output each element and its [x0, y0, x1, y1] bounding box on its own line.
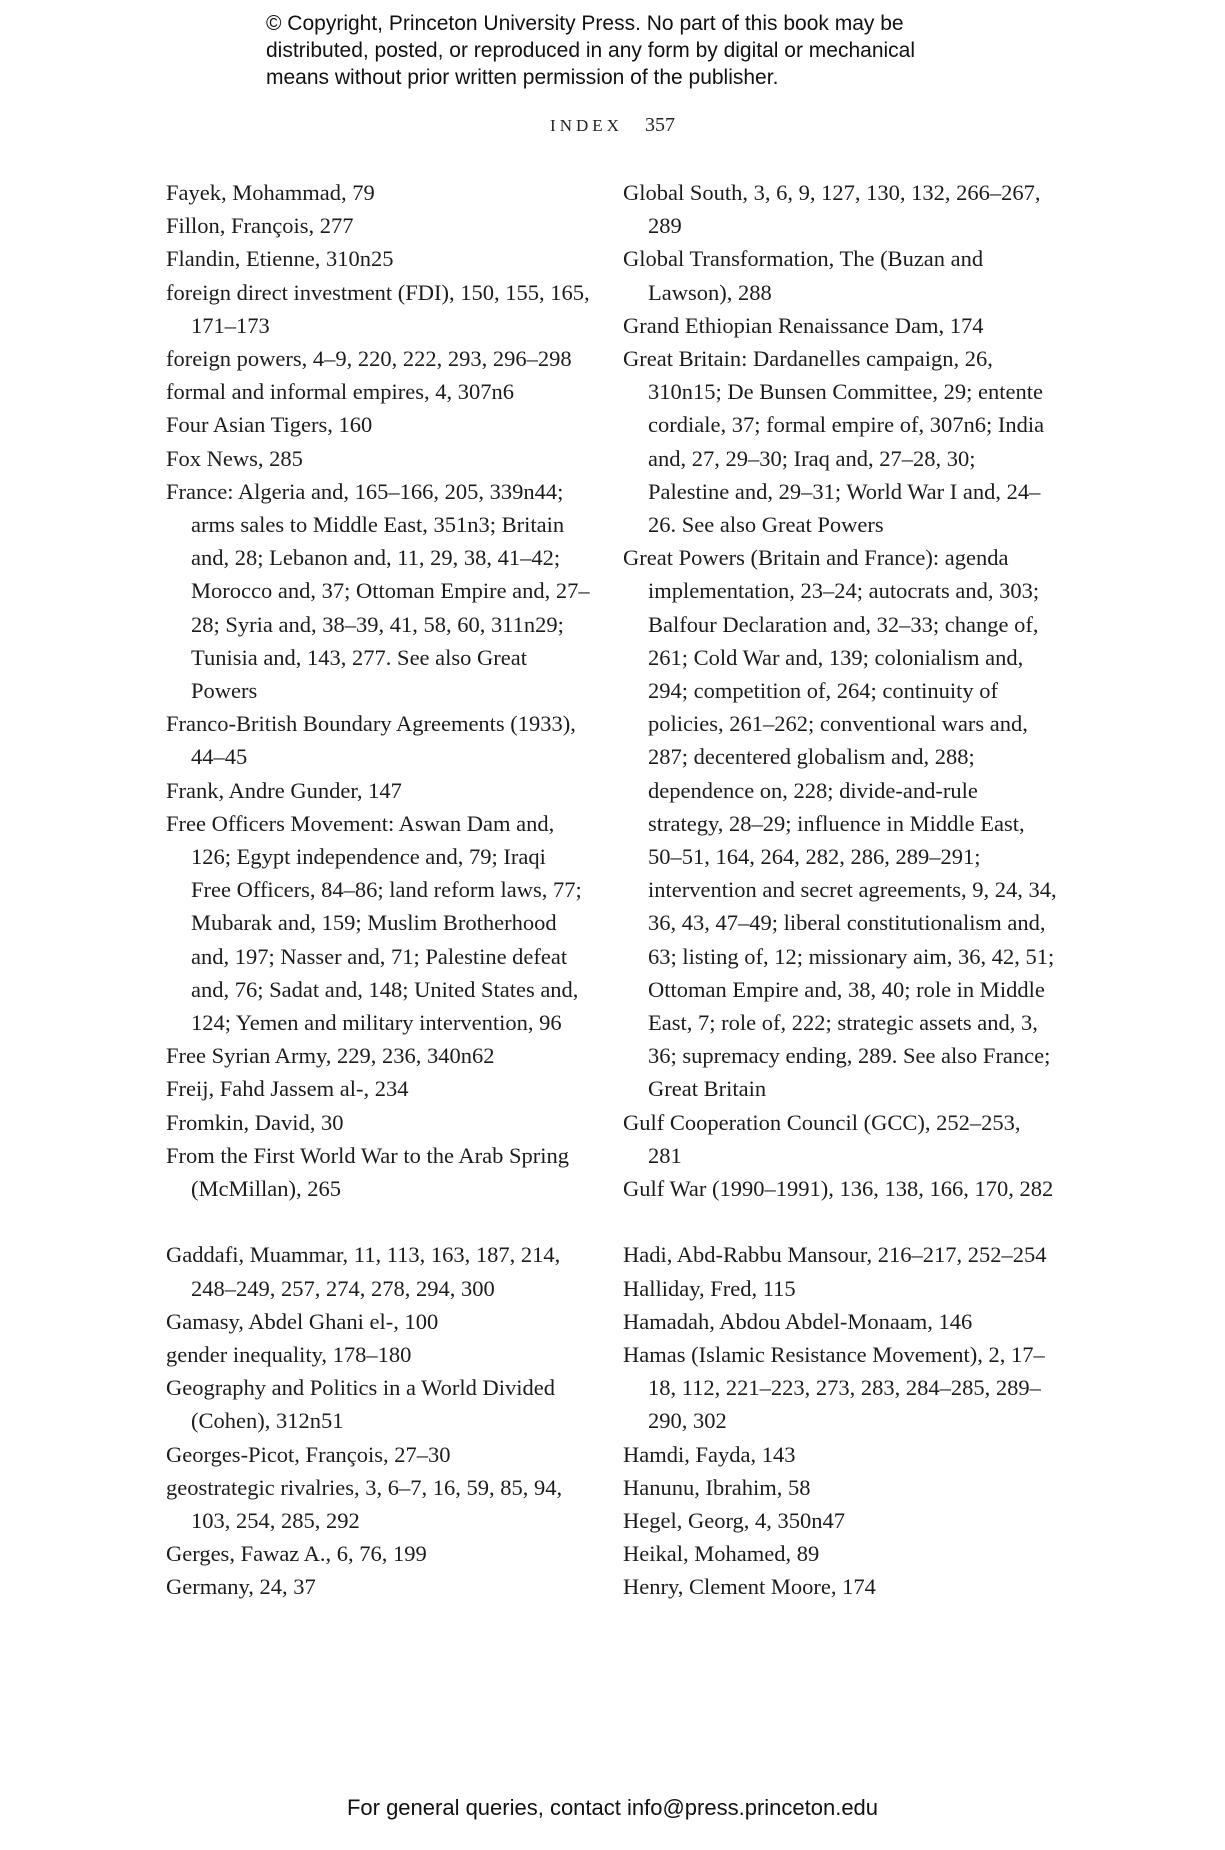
index-entry: Gamasy, Abdel Ghani el-, 100 [166, 1308, 439, 1334]
index-entry: Hanunu, Ibrahim, 58 [623, 1474, 811, 1500]
copyright-line: distributed, posted, or reproduced in any form by digital or mechanical [266, 39, 916, 62]
index-entry: Gulf War (1990–1991), 136, 138, 166, 170, 282 [623, 1176, 1054, 1202]
index-entry: foreign direct investment (FDI), 150, 155, 165, 171–173 [166, 279, 590, 338]
index-entry: France: Algeria and, 165–166, 205, 339n44; arms sales to Middle East, 351n3; Britain and, 28; Lebanon and, 11, 29, 38, 41–42; Morocco and, 37; Ottoman Empire and, 27–28; Syria and, 38–39, 41, 58, 60, 311n29; Tunisia and, 143, 277. See also Great Powers [166, 478, 590, 704]
index-entry: Hegel, Georg, 4, 350n47 [623, 1507, 846, 1533]
index-entry: formal and informal empires, 4, 307n6 [166, 379, 515, 405]
index-entry: From the First World War to the Arab Spring (McMillan), 265 [166, 1142, 570, 1202]
index-entry: Great Powers (Britain and France): agenda implementation, 23–24; autocrats and, 303; Balfour Declaration and, 32–33; change of, 261; Cold War and, 139; colonialism and, 294; competition of, 264; continuity of policies, 261–262; conventional wars and, 287; decentered globalism and, 288; dependence on, 228; divide-and-rule strategy, 28–29; influence in Middle East, 50–51, 164, 264, 282, 286, 289–291; intervention and secret agreements, 9, 24, 34, 36, 43, 47–49; liberal constitutionalism and, 63; listing of, 12; missionary aim, 36, 42, 51; Ottoman Empire and, 38, 40; role in Middle East, 7; role of, 222; strategic assets and, 3, 36; supremacy ending, 289. See also France; Great Britain [623, 545, 1057, 1102]
index-entry: Freij, Fahd Jassem al-, 234 [166, 1076, 409, 1102]
index-entry: Great Britain: Dardanelles campaign, 26, 310n15; De Bunsen Committee, 29; entente cordiale, 37; formal empire of, 307n6; India and, 27, 29–30; Iraq and, 27–28, 30; Palestine and, 29–31; World War I and, 24–26. See also Great Powers [623, 346, 1045, 538]
index-entry: Henry, Clement Moore, 174 [623, 1574, 876, 1600]
index-entry: Gulf Cooperation Council (GCC), 252–253, 281 [623, 1109, 1021, 1168]
index-entry: Germany, 24, 37 [166, 1574, 316, 1600]
index-entry: Hamas (Islamic Resistance Movement), 2, 17–18, 112, 221–223, 273, 283, 284–285, 289–290, 302 [623, 1341, 1045, 1434]
index-entry: Hamdi, Fayda, 143 [623, 1441, 796, 1467]
running-head [0, 114, 1225, 137]
index-entry: Hamadah, Abdou Abdel-Monaam, 146 [623, 1308, 973, 1334]
index-entry: Grand Ethiopian Renaissance Dam, 174 [623, 312, 984, 338]
section-title: INDEX [550, 116, 623, 135]
index-entry: Hadi, Abd-Rabbu Mansour, 216–217, 252–254 [623, 1242, 1047, 1268]
index-entry: foreign powers, 4–9, 220, 222, 293, 296–298 [166, 346, 572, 372]
index-column-left [166, 176, 591, 1604]
index-entry: Geography and Politics in a World Divided (Cohen), 312n51 [166, 1375, 555, 1434]
index-entry: Fayek, Mohammad, 79 [166, 180, 375, 205]
index-entry: Flandin, Etienne, 310n25 [166, 246, 394, 272]
index-entry: Gaddafi, Muammar, 11, 113, 163, 187, 214, 248–249, 257, 274, 278, 294, 300 [166, 1242, 561, 1301]
index-entry: Franco-British Boundary Agreements (1933), 44–45 [166, 711, 576, 770]
index-entry: Gerges, Fawaz A., 6, 76, 199 [166, 1541, 427, 1567]
index-entry: Global Transformation, The (Buzan and Lawson), 288 [623, 246, 984, 305]
index-entry: Georges-Picot, François, 27–30 [166, 1441, 451, 1467]
copyright-line: © Copyright, Princeton University Press. No part of this book may be [266, 12, 904, 35]
index-entry: geostrategic rivalries, 3, 6–7, 16, 59, 85, 94, 103, 254, 285, 292 [166, 1474, 563, 1533]
copyright-notice [266, 10, 1026, 91]
index-entry: gender inequality, 178–180 [166, 1341, 412, 1367]
index-entry: Free Syrian Army, 229, 236, 340n62 [166, 1043, 495, 1069]
footer-contact: For general queries, contact info@press.princeton.edu [346, 1795, 879, 1820]
index-entry: Frank, Andre Gunder, 147 [166, 777, 402, 803]
index-entry: Fox News, 285 [166, 445, 303, 471]
page-number: 357 [644, 114, 675, 136]
index-entry: Global South, 3, 6, 9, 127, 130, 132, 266–267, 289 [623, 180, 1041, 239]
index-entry: Free Officers Movement: Aswan Dam and, 126; Egypt independence and, 79; Iraqi Free Officers, 84–86; land reform laws, 77; Mubarak and, 159; Muslim Brotherhood and, 197; Nasser and, 71; Palestine defeat and, 76; Sadat and, 148; United States and, 124; Yemen and military intervention, 96 [166, 810, 582, 1036]
copyright-line: means without prior written permission of the publisher. [266, 66, 779, 89]
index-entry: Heikal, Mohamed, 89 [623, 1541, 820, 1567]
index-entry: Four Asian Tigers, 160 [166, 412, 373, 438]
index-entry: Fillon, François, 277 [166, 213, 354, 239]
index-entry: Halliday, Fred, 115 [623, 1275, 796, 1301]
index-entry: Fromkin, David, 30 [166, 1109, 344, 1135]
index-column-right [623, 176, 1058, 1604]
